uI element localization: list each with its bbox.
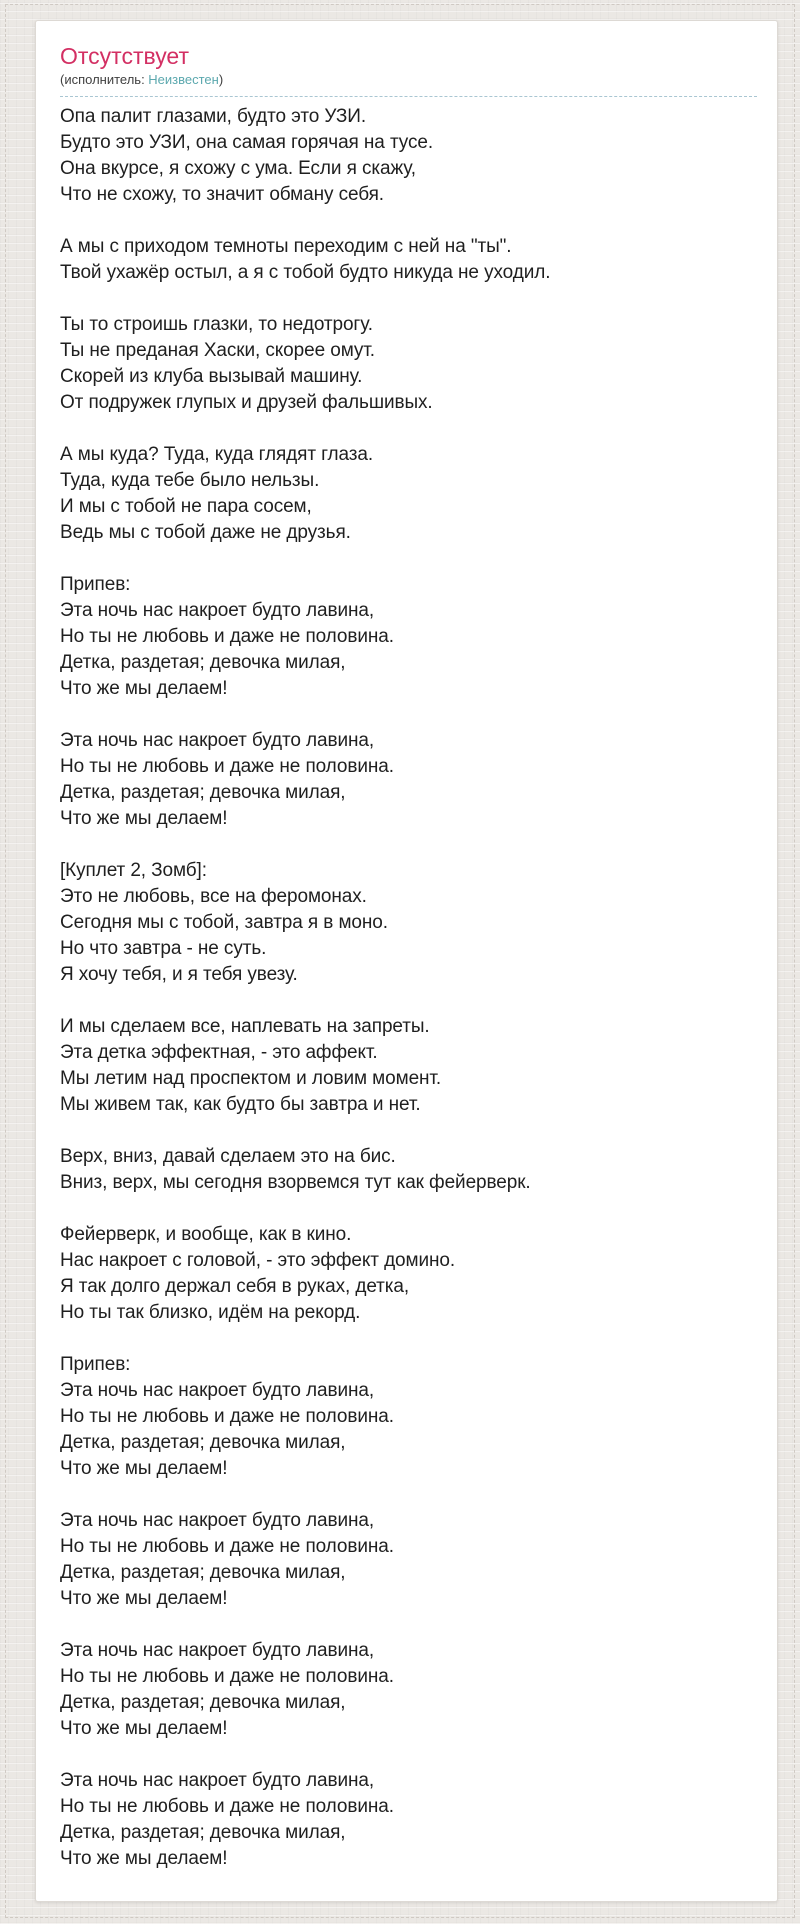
stanza: [60, 1014, 757, 1118]
stanza: [60, 1768, 757, 1872]
lyrics: [60, 104, 757, 1872]
artist-link[interactable]: Неизвестен: [148, 72, 219, 87]
lyric-line: Но ты не любовь и даже не половина.: [60, 626, 394, 647]
lyric-line: Но что завтра - не суть.: [60, 938, 267, 959]
artist-line: [60, 71, 757, 97]
lyric-line: Эта ночь нас накроет будто лавина,: [60, 1770, 375, 1791]
lyric-line: Эта ночь нас накроет будто лавина,: [60, 600, 375, 621]
lyric-line: Эта ночь нас накроет будто лавина,: [60, 1510, 375, 1531]
lyric-line: [Куплет 2, Зомб]:: [60, 860, 207, 881]
stanza: [60, 1222, 757, 1326]
lyric-line: Я хочу тебя, и я тебя увезу.: [60, 964, 298, 985]
stanza: [60, 728, 757, 832]
stanza: [60, 858, 757, 988]
lyric-line: Сегодня мы с тобой, завтра я в моно.: [60, 912, 388, 933]
lyric-line: Вниз, верх, мы сегодня взорвемся тут как фейерверк.: [60, 1172, 531, 1193]
stanza: [60, 1144, 757, 1196]
lyric-line: Эта детка эффектная, - это аффект.: [60, 1042, 378, 1063]
lyric-line: Она вкурсе, я схожу с ума. Если я скажу,: [60, 158, 416, 179]
stanza: [60, 442, 757, 546]
lyric-line: Мы летим над проспектом и ловим момент.: [60, 1068, 442, 1089]
lyric-line: Детка, раздетая; девочка милая,: [60, 1822, 346, 1843]
stanza: [60, 104, 757, 208]
lyric-line: Но ты не любовь и даже не половина.: [60, 1666, 394, 1687]
lyric-line: Туда, куда тебе было нельзы.: [60, 470, 320, 491]
lyric-line: Эта ночь нас накроет будто лавина,: [60, 1380, 375, 1401]
lyric-line: Что же мы делаем!: [60, 1588, 228, 1609]
lyric-line: Детка, раздетая; девочка милая,: [60, 1562, 346, 1583]
lyric-line: Скорей из клуба вызывай машину.: [60, 366, 363, 387]
lyric-line: Детка, раздетая; девочка милая,: [60, 1432, 346, 1453]
lyric-line: Что же мы делаем!: [60, 1718, 228, 1739]
artist-label-prefix: (исполнитель:: [60, 72, 149, 87]
lyric-line: Фейерверк, и вообще, как в кино.: [60, 1224, 352, 1245]
lyric-line: А мы куда? Туда, куда глядят глаза.: [60, 444, 374, 465]
lyric-line: Детка, раздетая; девочка милая,: [60, 652, 346, 673]
lyric-line: Припев:: [60, 574, 131, 595]
stanza: [60, 312, 757, 416]
lyric-line: Ведь мы с тобой даже не друзья.: [60, 522, 351, 543]
stanza: [60, 1508, 757, 1612]
lyric-line: Ты то строишь глазки, то недотрогу.: [60, 314, 373, 335]
lyric-line: Что же мы делаем!: [60, 1458, 228, 1479]
lyric-line: И мы сделаем все, наплевать на запреты.: [60, 1016, 430, 1037]
lyric-line: Верх, вниз, давай сделаем это на бис.: [60, 1146, 396, 1167]
lyric-line: Но ты так близко, идём на рекорд.: [60, 1302, 361, 1323]
lyric-line: Но ты не любовь и даже не половина.: [60, 1536, 394, 1557]
lyric-line: Что же мы делаем!: [60, 1848, 228, 1869]
lyric-line: Припев:: [60, 1354, 131, 1375]
lyric-line: Мы живем так, как будто бы завтра и нет.: [60, 1094, 421, 1115]
lyric-line: Опа палит глазами, будто это УЗИ.: [60, 106, 367, 127]
stanza: [60, 572, 757, 702]
lyric-line: А мы с приходом темноты переходим с ней на "ты".: [60, 236, 512, 257]
lyric-line: Детка, раздетая; девочка милая,: [60, 1692, 346, 1713]
lyric-line: Что не схожу, то значит обману себя.: [60, 184, 384, 205]
stanza: [60, 1352, 757, 1482]
lyric-line: Ты не преданая Хаски, скорее омут.: [60, 340, 375, 361]
lyric-line: От подружек глупых и друзей фальшивых.: [60, 392, 433, 413]
lyric-line: Что же мы делаем!: [60, 678, 228, 699]
lyric-line: Эта ночь нас накроет будто лавина,: [60, 730, 375, 751]
lyric-line: Детка, раздетая; девочка милая,: [60, 782, 346, 803]
lyric-line: Но ты не любовь и даже не половина.: [60, 1406, 394, 1427]
lyric-line: Что же мы делаем!: [60, 808, 228, 829]
artist-label-suffix: ): [218, 72, 224, 87]
lyric-line: Но ты не любовь и даже не половина.: [60, 756, 394, 777]
lyric-line: Это не любовь, все на феромонах.: [60, 886, 367, 907]
stanza: [60, 234, 757, 286]
lyrics-card: [35, 20, 778, 1902]
lyric-line: Но ты не любовь и даже не половина.: [60, 1796, 394, 1817]
lyric-line: Будто это УЗИ, она самая горячая на тусе.: [60, 132, 434, 153]
song-title: Отсутствует: [60, 43, 189, 69]
lyric-line: Эта ночь нас накроет будто лавина,: [60, 1640, 375, 1661]
lyric-line: И мы с тобой не пара сосем,: [60, 496, 312, 517]
stanza: [60, 1638, 757, 1742]
lyric-line: Твой ухажёр остыл, а я с тобой будто никуда не уходил.: [60, 262, 551, 283]
lyric-line: Я так долго держал себя в руках, детка,: [60, 1276, 410, 1297]
lyric-line: Нас накроет с головой, - это эффект домино.: [60, 1250, 456, 1271]
